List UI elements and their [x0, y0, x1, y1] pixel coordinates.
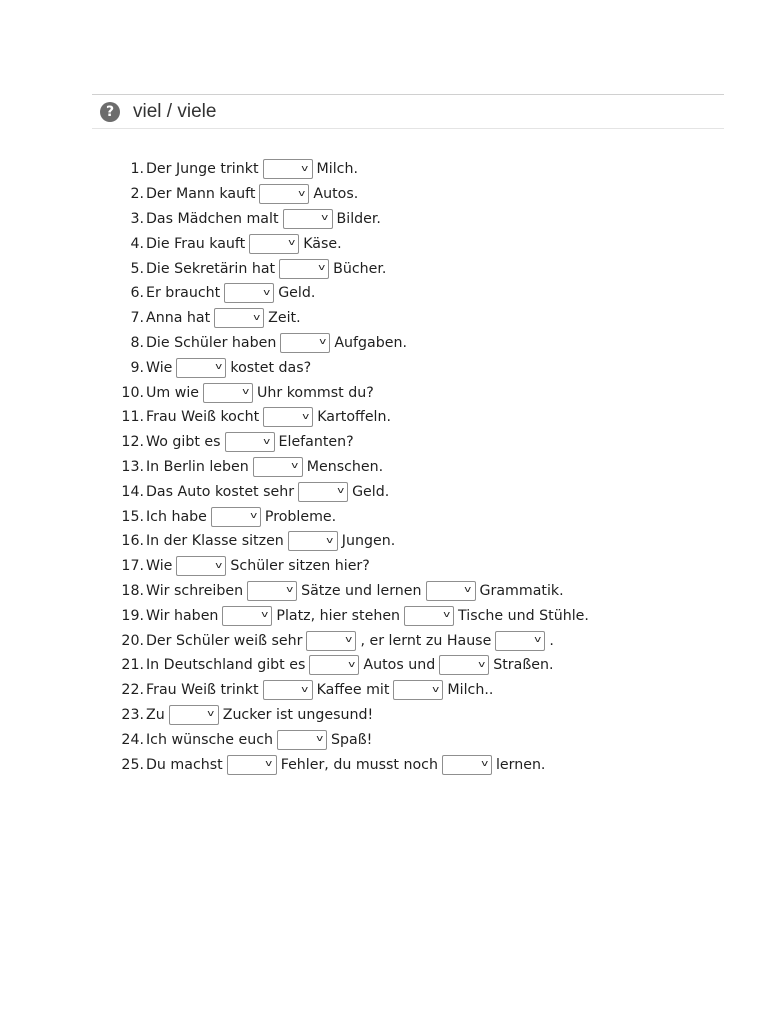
chevron-down-icon: v	[348, 659, 356, 670]
exercise-item	[118, 628, 589, 653]
sentence-text: .	[549, 632, 554, 649]
answer-dropdown[interactable]	[426, 581, 476, 601]
answer-dropdown[interactable]	[249, 234, 299, 254]
item-number: 16.	[121, 533, 144, 550]
sentence-text: Anna hat	[146, 310, 211, 327]
chevron-down-icon: v	[215, 362, 223, 373]
exercise-item	[118, 504, 589, 529]
item-number: 4.	[130, 235, 144, 252]
item-number: 23.	[121, 706, 144, 723]
chevron-down-icon: v	[291, 461, 299, 472]
exercise-item	[118, 554, 589, 579]
exercise-item	[118, 455, 589, 480]
chevron-down-icon: v	[326, 535, 334, 546]
chevron-down-icon: v	[464, 585, 472, 596]
item-number: 10.	[121, 384, 144, 401]
sentence-text: Kartoffeln.	[317, 409, 391, 426]
chevron-down-icon: v	[265, 759, 273, 770]
answer-dropdown[interactable]	[263, 680, 313, 700]
sentence-text: Aufgaben.	[334, 334, 407, 351]
chevron-down-icon: v	[345, 635, 353, 646]
chevron-down-icon: v	[317, 263, 325, 274]
sentence-text: Der Junge trinkt	[146, 161, 259, 178]
sentence-text: Frau Weiß kocht	[146, 409, 260, 426]
sentence-text: Die Frau kauft	[146, 235, 246, 252]
sentence-text: Wie	[146, 359, 173, 376]
answer-dropdown[interactable]	[439, 655, 489, 675]
answer-dropdown[interactable]	[288, 531, 338, 551]
exercise-item	[118, 653, 589, 678]
chevron-down-icon: v	[263, 436, 271, 447]
item-number: 21.	[121, 657, 144, 674]
sentence-text: Platz, hier stehen	[276, 607, 401, 624]
sentence-text: Probleme.	[264, 508, 337, 525]
answer-dropdown[interactable]	[306, 631, 356, 651]
sentence-text: Ich wünsche euch	[146, 731, 274, 748]
sentence-text: , er lernt zu Hause	[360, 632, 492, 649]
answer-dropdown[interactable]	[247, 581, 297, 601]
exercise-item	[118, 355, 589, 380]
exercise-item	[118, 529, 589, 554]
answer-dropdown[interactable]	[309, 655, 359, 675]
sentence-text: Milch.	[316, 161, 358, 178]
chevron-down-icon: v	[298, 188, 306, 199]
exercise-item	[118, 331, 589, 356]
item-number: 22.	[121, 682, 144, 699]
answer-dropdown[interactable]	[298, 482, 348, 502]
answer-dropdown[interactable]	[224, 283, 274, 303]
chevron-down-icon: v	[302, 411, 310, 422]
chevron-down-icon: v	[215, 560, 223, 571]
header-divider-bottom	[92, 128, 724, 129]
sentence-text: kostet das?	[230, 359, 312, 376]
chevron-down-icon: v	[285, 585, 293, 596]
exercise-item	[118, 405, 589, 430]
chevron-down-icon: v	[480, 759, 488, 770]
answer-dropdown[interactable]	[404, 606, 454, 626]
sentence-text: Zu	[146, 706, 165, 723]
sentence-text: Das Auto kostet sehr	[146, 483, 295, 500]
chevron-down-icon: v	[319, 337, 327, 348]
item-number: 7.	[130, 310, 144, 327]
chevron-down-icon: v	[534, 635, 542, 646]
sentence-text: Zucker ist ungesund!	[222, 706, 374, 723]
chevron-down-icon: v	[301, 163, 309, 174]
sentence-text: Geld.	[278, 285, 316, 302]
exercise-item	[118, 207, 589, 232]
answer-dropdown[interactable]	[442, 755, 492, 775]
exercise-item	[118, 752, 589, 777]
sentence-text: Menschen.	[306, 458, 384, 475]
sentence-text: lernen.	[495, 756, 546, 773]
answer-dropdown[interactable]	[263, 159, 313, 179]
chevron-down-icon: v	[478, 659, 486, 670]
item-number: 3.	[130, 210, 144, 227]
sentence-text: Die Sekretärin hat	[146, 260, 276, 277]
item-number: 1.	[130, 161, 144, 178]
answer-dropdown[interactable]	[214, 308, 264, 328]
sentence-text: Spaß!	[331, 731, 373, 748]
exercise-item	[118, 579, 589, 604]
sentence-text: In der Klasse sitzen	[146, 533, 284, 550]
sentence-text: Er braucht	[146, 285, 221, 302]
sentence-text: Kaffee mit	[316, 682, 390, 699]
sentence-text: Bilder.	[336, 210, 381, 227]
sentence-text: Ich habe	[146, 508, 207, 525]
sentence-text: Die Schüler haben	[146, 334, 277, 351]
item-number: 15.	[121, 508, 144, 525]
item-number: 24.	[121, 731, 144, 748]
item-number: 14.	[121, 483, 144, 500]
sentence-text: Wir schreiben	[146, 582, 244, 599]
sentence-text: Tische und Stühle.	[458, 607, 589, 624]
sentence-text: Elefanten?	[278, 434, 354, 451]
answer-dropdown[interactable]	[169, 705, 219, 725]
exercise-item	[118, 430, 589, 455]
chevron-down-icon: v	[207, 709, 215, 720]
sentence-text: Wo gibt es	[146, 434, 221, 451]
exercise-item	[118, 281, 589, 306]
answer-dropdown[interactable]	[277, 730, 327, 750]
chevron-down-icon: v	[321, 213, 329, 224]
sentence-text: Bücher.	[333, 260, 387, 277]
sentence-text: Milch..	[447, 682, 494, 699]
chevron-down-icon: v	[442, 610, 450, 621]
exercise-item	[118, 678, 589, 703]
answer-dropdown[interactable]	[176, 556, 226, 576]
sentence-text: Wir haben	[146, 607, 219, 624]
sentence-text: Du machst	[146, 756, 223, 773]
sentence-text: Fehler, du musst noch	[280, 756, 438, 773]
chevron-down-icon: v	[288, 238, 296, 249]
exercise-header	[100, 95, 216, 128]
answer-dropdown[interactable]	[225, 432, 275, 452]
exercise-item	[118, 231, 589, 256]
answer-dropdown[interactable]	[176, 358, 226, 378]
sentence-text: Grammatik.	[479, 582, 564, 599]
item-number: 19.	[121, 607, 144, 624]
exercise-item	[118, 703, 589, 728]
item-number: 18.	[121, 582, 144, 599]
sentence-text: Autos.	[313, 186, 359, 203]
exercise-item	[118, 479, 589, 504]
chevron-down-icon: v	[263, 287, 270, 298]
sentence-text: Käse.	[303, 235, 342, 252]
sentence-text: Geld.	[352, 483, 390, 500]
item-number: 11.	[121, 409, 144, 426]
item-number: 25.	[121, 756, 144, 773]
sentence-text: Der Mann kauft	[146, 186, 256, 203]
exercise-item	[118, 306, 589, 331]
chevron-down-icon: v	[301, 684, 309, 695]
answer-dropdown[interactable]	[280, 333, 330, 353]
sentence-text: Autos und	[363, 657, 436, 674]
exercise-item	[118, 157, 589, 182]
answer-dropdown[interactable]	[227, 755, 277, 775]
answer-dropdown[interactable]	[222, 606, 272, 626]
sentence-text: Uhr kommst du?	[257, 384, 374, 401]
exercise-item	[118, 182, 589, 207]
sentence-text: Straßen.	[493, 657, 554, 674]
answer-dropdown[interactable]	[393, 680, 443, 700]
sentence-text: Um wie	[146, 384, 199, 401]
answer-dropdown[interactable]	[253, 457, 303, 477]
chevron-down-icon: v	[315, 734, 323, 745]
sentence-text: Wie	[146, 558, 173, 575]
answer-dropdown[interactable]	[259, 184, 309, 204]
item-number: 20.	[121, 632, 144, 649]
answer-dropdown[interactable]	[203, 383, 253, 403]
exercise-item	[118, 727, 589, 752]
sentence-text: Sätze und lernen	[301, 582, 422, 599]
chevron-down-icon: v	[249, 511, 257, 522]
chevron-down-icon: v	[336, 486, 344, 497]
exercise-item	[118, 380, 589, 405]
item-number: 12.	[121, 434, 144, 451]
item-number: 9.	[130, 359, 144, 376]
answer-dropdown[interactable]	[495, 631, 545, 651]
sentence-text: In Deutschland gibt es	[146, 657, 306, 674]
exercise-list	[118, 157, 589, 777]
chevron-down-icon: v	[432, 684, 440, 695]
help-circle-icon[interactable]: ?	[100, 102, 120, 122]
exercise-title: viel / viele	[133, 100, 217, 122]
answer-dropdown[interactable]	[263, 407, 313, 427]
sentence-text: Das Mädchen malt	[146, 210, 279, 227]
exercise-item	[118, 603, 589, 628]
item-number: 13.	[121, 458, 144, 475]
item-number: 17.	[121, 558, 144, 575]
sentence-text: Schüler sitzen hier?	[230, 558, 370, 575]
sentence-text: Zeit.	[268, 310, 301, 327]
chevron-down-icon: v	[253, 312, 260, 323]
sentence-text: Jungen.	[341, 533, 396, 550]
chevron-down-icon: v	[261, 610, 269, 621]
item-number: 8.	[130, 334, 144, 351]
item-number: 5.	[130, 260, 144, 277]
sentence-text: Der Schüler weiß sehr	[146, 632, 303, 649]
item-number: 2.	[130, 186, 144, 203]
sentence-text: Frau Weiß trinkt	[146, 682, 259, 699]
exercise-item	[118, 256, 589, 281]
sentence-text: In Berlin leben	[146, 458, 249, 475]
answer-dropdown[interactable]	[279, 259, 329, 279]
item-number: 6.	[130, 285, 144, 302]
answer-dropdown[interactable]	[283, 209, 333, 229]
chevron-down-icon: v	[241, 387, 249, 398]
answer-dropdown[interactable]	[211, 507, 261, 527]
